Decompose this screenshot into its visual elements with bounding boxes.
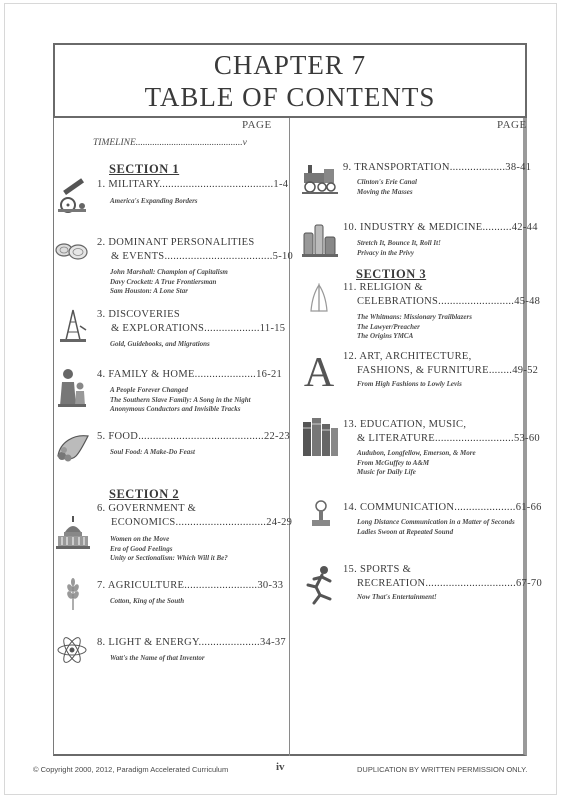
subtopic: Music for Daily Life — [357, 468, 416, 476]
capitol-icon — [56, 516, 90, 550]
subtopic: America's Expanding Borders — [110, 197, 198, 205]
entry-2-subtopics — [110, 268, 228, 297]
entry-2-title: 2. DOMINANT PERSONALITIES — [97, 237, 255, 248]
runner-icon — [304, 565, 336, 605]
subtopic: Watt's the Name of that Inventor — [110, 654, 205, 662]
toc-entry-industry-medicine[interactable] — [343, 221, 538, 235]
subtopic: Anonymous Conductors and Invisible Tracks — [110, 405, 241, 413]
entry-3-title: 3. DISCOVERIES — [97, 309, 180, 320]
chapter-title: CHAPTER 7 — [213, 50, 367, 80]
train-icon — [302, 165, 338, 195]
telegraph-icon — [308, 498, 334, 528]
copyright-notice: © Copyright 2000, 2012, Paradigm Accelerated Curriculum — [33, 765, 229, 774]
toc-entry-sports[interactable] — [343, 563, 542, 591]
subtopic: The Whitmans: Missionary Trailblazers — [357, 313, 472, 321]
section-3-heading: SECTION 3 — [356, 267, 427, 281]
subtopic: Gold, Guidebooks, and Migrations — [110, 340, 210, 348]
entry-6-title: 6. GOVERNMENT & — [97, 503, 197, 514]
entry-5-title: 5. FOOD...........................................22-23 — [97, 431, 290, 442]
entry-1-subtopics — [110, 197, 198, 207]
subtopic: Ladies Swoon at Repeated Sound — [357, 527, 454, 536]
entry-13-title: 13. EDUCATION, MUSIC, — [343, 419, 467, 430]
toc-entry-transportation[interactable] — [343, 161, 531, 175]
toc-entry-government[interactable] — [97, 502, 292, 530]
toc-entry-family-home[interactable] — [97, 368, 282, 382]
toc-entry-discoveries[interactable] — [97, 308, 285, 336]
subtopic: Era of Good Feelings — [110, 544, 173, 553]
subtopic: Soul Food: A Make-Do Feast — [110, 448, 195, 456]
page-number: iv — [276, 761, 285, 773]
entry-12-title-cont: FASHIONS, & FURNITURE........49-52 — [357, 365, 539, 376]
subtopic: Long Distance Communication in a Matter of Seconds — [357, 518, 515, 526]
coins-icon — [54, 238, 90, 264]
entry-6-subtopics — [110, 535, 228, 564]
entry-5-subtopics — [110, 448, 195, 458]
subtopic: The Southern Slave Family: A Song in the Night — [110, 395, 251, 404]
entry-1-title: 1. MILITARY.......................................1-4 — [97, 179, 289, 190]
praying-hands-icon — [306, 283, 332, 313]
subtopic: Davy Crockett: A True Frontiersman — [110, 277, 217, 286]
toc-entry-religion[interactable] — [343, 281, 540, 309]
entry-15-title: 15. SPORTS & — [343, 564, 412, 575]
cornucopia-icon — [54, 430, 90, 464]
page-column-header-right: PAGE — [497, 119, 527, 131]
atom-icon — [56, 634, 88, 666]
lab-beakers-icon — [302, 223, 338, 257]
subtopic: Clinton's Erie Canal — [357, 178, 417, 186]
entry-11-title-cont: CELEBRATIONS..........................45-48 — [357, 296, 541, 307]
entry-13-title-cont: & LITERATURE...........................53-60 — [357, 433, 540, 444]
entry-4-title: 4. FAMILY & HOME.....................16-21 — [97, 369, 283, 380]
entry-9-title: 9. TRANSPORTATION...................38-41 — [343, 162, 532, 173]
oil-derrick-icon — [58, 306, 88, 342]
subtopic: Cotton, King of the South — [110, 597, 185, 605]
subtopic: From High Fashions to Lowly Levis — [357, 380, 462, 388]
toc-entry-agriculture[interactable] — [97, 579, 283, 593]
page-column-header-left: PAGE — [242, 119, 272, 131]
toc-entry-art[interactable] — [343, 350, 538, 378]
entry-12-title: 12. ART, ARCHITECTURE, — [343, 351, 472, 362]
entry-4-subtopics — [110, 386, 251, 415]
entry-10-title: 10. INDUSTRY & MEDICINE..........42-44 — [343, 222, 538, 233]
subtopic: Sam Houston: A Lone Star — [110, 287, 188, 295]
timeline-entry[interactable]: TIMELINE.............................................v — [93, 138, 247, 148]
subtopic: Unity or Sectionalism: Which Will it Be? — [110, 554, 228, 562]
subtopic: Now That's Entertainment! — [357, 593, 437, 601]
entry-6-title-cont: ECONOMICS...............................24-29 — [111, 517, 293, 528]
entry-12-subtopics — [357, 380, 462, 390]
entry-10-subtopics — [357, 239, 441, 258]
subtopic: Audubon, Longfellow, Emerson, & More — [357, 449, 476, 457]
entry-11-title: 11. RELIGION & — [343, 282, 423, 293]
toc-entry-military[interactable] — [97, 178, 288, 192]
entry-9-subtopics — [357, 178, 417, 197]
subtopic: The Lawyer/Preacher — [357, 322, 420, 331]
toc-entry-dominant-personalities[interactable] — [97, 236, 293, 264]
entry-15-subtopics — [357, 593, 437, 603]
entry-13-subtopics — [357, 449, 476, 478]
subtopic: A People Forever Changed — [110, 386, 188, 394]
toc-entry-education[interactable] — [343, 418, 540, 446]
wheat-icon — [64, 578, 82, 610]
family-icon — [56, 366, 88, 408]
toc-title: TABLE OF CONTENTS — [144, 82, 436, 112]
entry-7-subtopics — [110, 597, 184, 607]
toc-entry-light-energy[interactable] — [97, 636, 286, 650]
section-2-heading: SECTION 2 — [109, 487, 180, 501]
subtopic: John Marshall: Champion of Capitalism — [110, 268, 228, 276]
entry-11-subtopics — [357, 313, 472, 342]
books-icon — [301, 418, 339, 458]
subtopic: Moving the Masses — [357, 187, 413, 196]
entry-14-subtopics — [357, 518, 515, 537]
chapter-title-box — [53, 43, 527, 118]
svg-text:A: A — [303, 350, 335, 390]
entry-3-subtopics — [110, 340, 210, 350]
entry-8-subtopics — [110, 654, 205, 664]
subtopic: Stretch It, Bounce It, Roll It! — [357, 239, 441, 247]
entry-8-title: 8. LIGHT & ENERGY.....................34-37 — [97, 637, 286, 648]
entry-14-title: 14. COMMUNICATION.....................61-66 — [343, 502, 542, 513]
entry-3-title-cont: & EXPLORATIONS...................11-15 — [111, 323, 286, 334]
entry-7-title: 7. AGRICULTURE.........................30-33 — [97, 580, 284, 591]
letter-a-icon — [301, 350, 337, 390]
cannon-icon — [56, 178, 90, 214]
subtopic: From McGuffey to A&M — [357, 458, 430, 467]
subtopic: Privacy in the Privy — [357, 248, 414, 257]
subtopic: Women on the Move — [110, 535, 170, 543]
toc-entry-food[interactable] — [97, 430, 290, 444]
subtopic: The Origins YMCA — [357, 332, 414, 340]
section-1-heading: SECTION 1 — [109, 162, 180, 176]
permission-notice: DUPLICATION BY WRITTEN PERMISSION ONLY. — [357, 765, 528, 774]
entry-2-title-cont: & EVENTS.....................................5-10 — [111, 251, 294, 262]
entry-15-title-cont: RECREATION...............................67-70 — [357, 578, 543, 589]
toc-entry-communication[interactable] — [343, 501, 542, 515]
